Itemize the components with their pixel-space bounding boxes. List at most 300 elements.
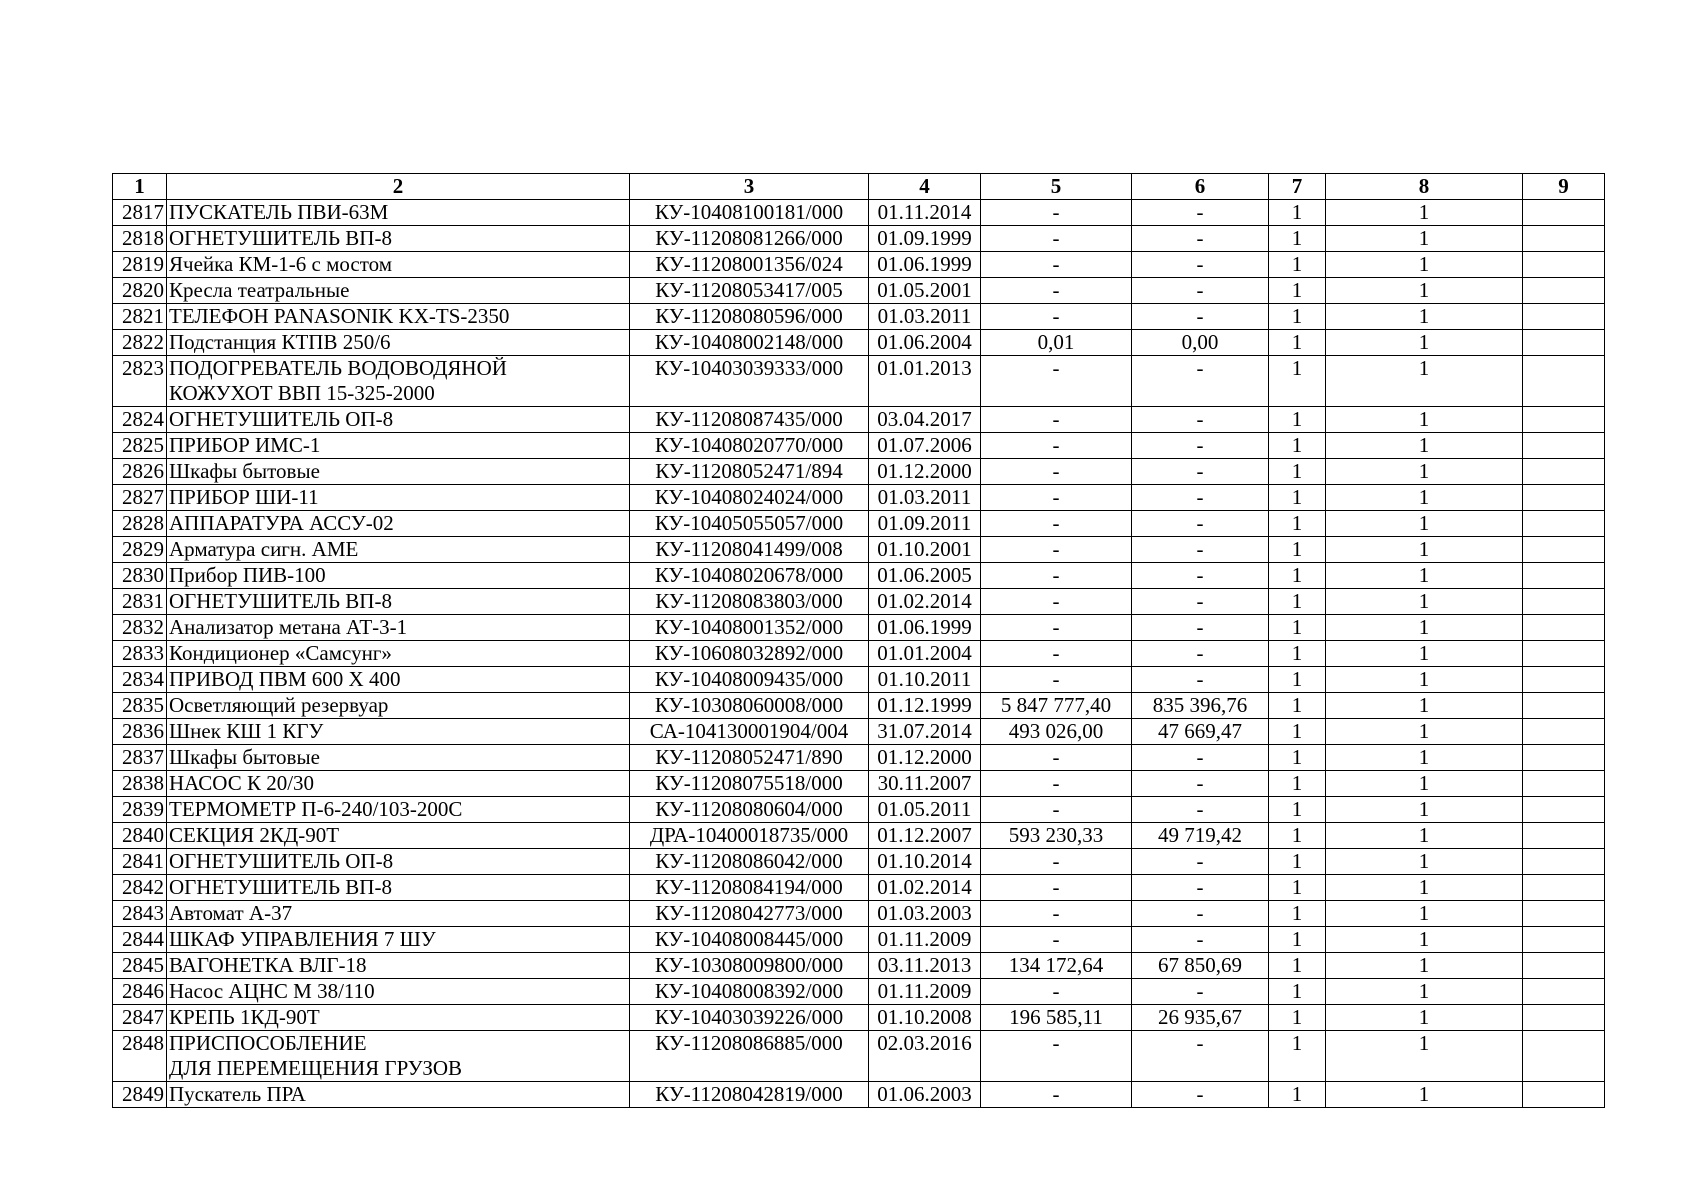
column-9-cell xyxy=(1523,797,1605,823)
column-7-cell: 1 xyxy=(1269,407,1326,433)
row-number-cell: 2821 xyxy=(113,304,167,330)
item-name-cell xyxy=(167,226,630,252)
column-6-cell: 47 669,47 xyxy=(1132,719,1269,745)
column-5-cell: - xyxy=(981,459,1132,485)
column-header: 2 xyxy=(167,174,630,200)
row-number-cell: 2848 xyxy=(113,1031,167,1082)
column-9-cell xyxy=(1523,407,1605,433)
item-name-cell xyxy=(167,719,630,745)
date-cell: 01.05.2001 xyxy=(869,278,981,304)
table-row xyxy=(113,901,1605,927)
column-7-cell: 1 xyxy=(1269,693,1326,719)
column-5-cell: - xyxy=(981,589,1132,615)
item-name-cell xyxy=(167,330,630,356)
table-row xyxy=(113,849,1605,875)
column-8-cell: 1 xyxy=(1326,719,1523,745)
row-number-cell: 2840 xyxy=(113,823,167,849)
date-cell: 01.12.1999 xyxy=(869,693,981,719)
column-9-cell xyxy=(1523,745,1605,771)
column-9-cell xyxy=(1523,901,1605,927)
item-name-line: АППАРАТУРА АССУ-02 xyxy=(169,511,394,535)
row-number-cell: 2846 xyxy=(113,979,167,1005)
column-8-cell: 1 xyxy=(1326,1031,1523,1082)
item-name-cell xyxy=(167,200,630,226)
date-cell: 01.10.2008 xyxy=(869,1005,981,1031)
column-8-cell: 1 xyxy=(1326,537,1523,563)
column-9-cell xyxy=(1523,278,1605,304)
date-cell: 01.06.2003 xyxy=(869,1082,981,1108)
inventory-code-cell: КУ-11208001356/024 xyxy=(630,252,869,278)
item-name-line: Пускатель ПРА xyxy=(169,1082,306,1106)
column-6-cell: - xyxy=(1132,226,1269,252)
column-5-cell: - xyxy=(981,1082,1132,1108)
item-name-cell xyxy=(167,459,630,485)
item-name-line: Шнек КШ 1 КГУ xyxy=(169,719,324,743)
column-5-cell: - xyxy=(981,304,1132,330)
date-cell: 01.02.2014 xyxy=(869,589,981,615)
column-7-cell: 1 xyxy=(1269,1082,1326,1108)
column-6-cell: - xyxy=(1132,433,1269,459)
column-7-cell: 1 xyxy=(1269,667,1326,693)
inventory-code-cell: КУ-10403039333/000 xyxy=(630,356,869,407)
date-cell: 01.05.2011 xyxy=(869,797,981,823)
item-name-cell xyxy=(167,304,630,330)
item-name-line: КРЕПЬ 1КД-90Т xyxy=(169,1005,320,1029)
column-8-cell: 1 xyxy=(1326,252,1523,278)
column-9-cell xyxy=(1523,849,1605,875)
item-name-cell xyxy=(167,979,630,1005)
item-name-line: ДЛЯ ПЕРЕМЕЩЕНИЯ ГРУЗОВ xyxy=(169,1056,463,1080)
row-number-cell: 2842 xyxy=(113,875,167,901)
row-number-cell: 2847 xyxy=(113,1005,167,1031)
column-7-cell: 1 xyxy=(1269,589,1326,615)
item-name-line: Арматура сигн. АМЕ xyxy=(169,537,359,561)
inventory-code-cell: КУ-11208084194/000 xyxy=(630,875,869,901)
column-header: 9 xyxy=(1523,174,1605,200)
date-cell: 01.02.2014 xyxy=(869,875,981,901)
table-row xyxy=(113,667,1605,693)
inventory-code-cell: КУ-10308060008/000 xyxy=(630,693,869,719)
inventory-code-cell: КУ-11208080604/000 xyxy=(630,797,869,823)
column-6-cell: - xyxy=(1132,901,1269,927)
item-name-cell xyxy=(167,901,630,927)
column-7-cell: 1 xyxy=(1269,511,1326,537)
column-8-cell: 1 xyxy=(1326,745,1523,771)
column-6-cell: 49 719,42 xyxy=(1132,823,1269,849)
date-cell: 01.12.2000 xyxy=(869,745,981,771)
column-9-cell xyxy=(1523,589,1605,615)
table-row xyxy=(113,719,1605,745)
item-name-cell xyxy=(167,849,630,875)
column-header: 3 xyxy=(630,174,869,200)
column-6-cell: - xyxy=(1132,407,1269,433)
column-8-cell: 1 xyxy=(1326,875,1523,901)
column-8-cell: 1 xyxy=(1326,433,1523,459)
date-cell: 01.12.2007 xyxy=(869,823,981,849)
column-7-cell: 1 xyxy=(1269,433,1326,459)
item-name-line: Подстанция КТПВ 250/6 xyxy=(169,330,391,354)
column-header: 5 xyxy=(981,174,1132,200)
header-row xyxy=(113,174,1605,200)
column-5-cell: - xyxy=(981,615,1132,641)
row-number-cell: 2825 xyxy=(113,433,167,459)
item-name-line: Кресла театральные xyxy=(169,278,350,302)
item-name-cell xyxy=(167,537,630,563)
date-cell: 31.07.2014 xyxy=(869,719,981,745)
table-row xyxy=(113,200,1605,226)
item-name-line: ШКАФ УПРАВЛЕНИЯ 7 ШУ xyxy=(169,927,436,951)
row-number-cell: 2826 xyxy=(113,459,167,485)
table-row xyxy=(113,1082,1605,1108)
column-8-cell: 1 xyxy=(1326,641,1523,667)
column-7-cell: 1 xyxy=(1269,641,1326,667)
column-6-cell: - xyxy=(1132,641,1269,667)
column-7-cell: 1 xyxy=(1269,485,1326,511)
column-5-cell: - xyxy=(981,485,1132,511)
item-name-line: Ячейка КМ-1-6 с мостом xyxy=(169,252,392,276)
inventory-code-cell: КУ-11208052471/890 xyxy=(630,745,869,771)
item-name-line: ОГНЕТУШИТЕЛЬ ОП-8 xyxy=(169,849,394,873)
item-name-line: Прибор ПИВ-100 xyxy=(169,563,326,587)
column-header: 4 xyxy=(869,174,981,200)
date-cell: 01.07.2006 xyxy=(869,433,981,459)
inventory-code-cell: КУ-11208052471/894 xyxy=(630,459,869,485)
column-9-cell xyxy=(1523,304,1605,330)
column-9-cell xyxy=(1523,511,1605,537)
column-9-cell xyxy=(1523,1005,1605,1031)
table-row xyxy=(113,511,1605,537)
column-6-cell: - xyxy=(1132,252,1269,278)
table-row xyxy=(113,252,1605,278)
column-6-cell: - xyxy=(1132,537,1269,563)
row-number-cell: 2830 xyxy=(113,563,167,589)
date-cell: 01.10.2001 xyxy=(869,537,981,563)
row-number-cell: 2837 xyxy=(113,745,167,771)
table-row xyxy=(113,875,1605,901)
inventory-code-cell: КУ-11208042819/000 xyxy=(630,1082,869,1108)
column-7-cell: 1 xyxy=(1269,226,1326,252)
item-name-line: ТЕРМОМЕТР П-6-240/103-200С xyxy=(169,797,463,821)
date-cell: 01.11.2009 xyxy=(869,979,981,1005)
row-number-cell: 2845 xyxy=(113,953,167,979)
item-name-cell xyxy=(167,589,630,615)
inventory-code-cell: КУ-10408009435/000 xyxy=(630,667,869,693)
item-name-cell xyxy=(167,953,630,979)
row-number-cell: 2844 xyxy=(113,927,167,953)
column-header: 8 xyxy=(1326,174,1523,200)
column-6-cell: 0,00 xyxy=(1132,330,1269,356)
column-5-cell: - xyxy=(981,901,1132,927)
column-9-cell xyxy=(1523,927,1605,953)
column-5-cell: - xyxy=(981,849,1132,875)
column-6-cell: - xyxy=(1132,797,1269,823)
item-name-line: Осветляющий резервуар xyxy=(169,693,389,717)
column-7-cell: 1 xyxy=(1269,615,1326,641)
inventory-code-cell: КУ-11208086042/000 xyxy=(630,849,869,875)
column-9-cell xyxy=(1523,641,1605,667)
row-number-cell: 2832 xyxy=(113,615,167,641)
column-6-cell: - xyxy=(1132,278,1269,304)
column-8-cell: 1 xyxy=(1326,485,1523,511)
column-9-cell xyxy=(1523,615,1605,641)
date-cell: 01.01.2013 xyxy=(869,356,981,407)
column-7-cell: 1 xyxy=(1269,979,1326,1005)
table-row xyxy=(113,278,1605,304)
column-9-cell xyxy=(1523,563,1605,589)
column-7-cell: 1 xyxy=(1269,771,1326,797)
column-8-cell: 1 xyxy=(1326,563,1523,589)
item-name-line: ПРИБОР ШИ-11 xyxy=(169,485,319,509)
inventory-code-cell: СА-104130001904/004 xyxy=(630,719,869,745)
date-cell: 01.11.2014 xyxy=(869,200,981,226)
item-name-cell xyxy=(167,252,630,278)
column-5-cell: - xyxy=(981,927,1132,953)
column-7-cell: 1 xyxy=(1269,200,1326,226)
table-row xyxy=(113,304,1605,330)
column-5-cell: 196 585,11 xyxy=(981,1005,1132,1031)
row-number-cell: 2819 xyxy=(113,252,167,278)
item-name-cell xyxy=(167,1031,630,1082)
column-6-cell: 67 850,69 xyxy=(1132,953,1269,979)
date-cell: 03.04.2017 xyxy=(869,407,981,433)
row-number-cell: 2824 xyxy=(113,407,167,433)
item-name-cell xyxy=(167,745,630,771)
column-8-cell: 1 xyxy=(1326,511,1523,537)
column-7-cell: 1 xyxy=(1269,459,1326,485)
column-9-cell xyxy=(1523,459,1605,485)
column-6-cell: - xyxy=(1132,771,1269,797)
column-8-cell: 1 xyxy=(1326,615,1523,641)
item-name-cell xyxy=(167,823,630,849)
date-cell: 01.03.2011 xyxy=(869,485,981,511)
item-name-cell xyxy=(167,771,630,797)
table-row xyxy=(113,1031,1605,1082)
column-5-cell: - xyxy=(981,252,1132,278)
table-row xyxy=(113,953,1605,979)
column-5-cell: - xyxy=(981,226,1132,252)
column-8-cell: 1 xyxy=(1326,771,1523,797)
item-name-cell xyxy=(167,1005,630,1031)
column-7-cell: 1 xyxy=(1269,953,1326,979)
column-8-cell: 1 xyxy=(1326,693,1523,719)
inventory-code-cell: КУ-10408008392/000 xyxy=(630,979,869,1005)
inventory-code-cell: КУ-11208081266/000 xyxy=(630,226,869,252)
column-9-cell xyxy=(1523,1082,1605,1108)
column-6-cell: - xyxy=(1132,875,1269,901)
table-row xyxy=(113,433,1605,459)
column-8-cell: 1 xyxy=(1326,901,1523,927)
row-number-cell: 2818 xyxy=(113,226,167,252)
table-row xyxy=(113,589,1605,615)
table-row xyxy=(113,771,1605,797)
column-9-cell xyxy=(1523,485,1605,511)
inventory-code-cell: КУ-10308009800/000 xyxy=(630,953,869,979)
column-7-cell: 1 xyxy=(1269,745,1326,771)
column-7-cell: 1 xyxy=(1269,278,1326,304)
column-8-cell: 1 xyxy=(1326,589,1523,615)
column-5-cell: - xyxy=(981,356,1132,407)
column-9-cell xyxy=(1523,667,1605,693)
column-9-cell xyxy=(1523,771,1605,797)
item-name-line: НАСОС К 20/30 xyxy=(169,771,315,795)
inventory-code-cell: КУ-10403039226/000 xyxy=(630,1005,869,1031)
column-6-cell: - xyxy=(1132,589,1269,615)
table-row xyxy=(113,356,1605,407)
inventory-code-cell: КУ-10408020678/000 xyxy=(630,563,869,589)
column-8-cell: 1 xyxy=(1326,304,1523,330)
item-name-cell xyxy=(167,511,630,537)
item-name-cell xyxy=(167,615,630,641)
table-row xyxy=(113,979,1605,1005)
date-cell: 01.01.2004 xyxy=(869,641,981,667)
column-7-cell: 1 xyxy=(1269,823,1326,849)
inventory-code-cell: ДРА-10400018735/000 xyxy=(630,823,869,849)
date-cell: 01.06.2004 xyxy=(869,330,981,356)
row-number-cell: 2835 xyxy=(113,693,167,719)
column-7-cell: 1 xyxy=(1269,797,1326,823)
row-number-cell: 2841 xyxy=(113,849,167,875)
item-name-cell xyxy=(167,667,630,693)
row-number-cell: 2831 xyxy=(113,589,167,615)
item-name-cell xyxy=(167,641,630,667)
item-name-line: Насос АЦНС М 38/110 xyxy=(169,979,375,1003)
column-9-cell xyxy=(1523,330,1605,356)
column-9-cell xyxy=(1523,433,1605,459)
column-6-cell: - xyxy=(1132,745,1269,771)
column-5-cell: - xyxy=(981,563,1132,589)
column-8-cell: 1 xyxy=(1326,953,1523,979)
inventory-code-cell: КУ-10608032892/000 xyxy=(630,641,869,667)
row-number-cell: 2838 xyxy=(113,771,167,797)
row-number-cell: 2820 xyxy=(113,278,167,304)
column-8-cell: 1 xyxy=(1326,667,1523,693)
column-6-cell: - xyxy=(1132,927,1269,953)
item-name-cell xyxy=(167,875,630,901)
table-row xyxy=(113,330,1605,356)
column-6-cell: 26 935,67 xyxy=(1132,1005,1269,1031)
column-9-cell xyxy=(1523,356,1605,407)
row-number-cell: 2834 xyxy=(113,667,167,693)
column-5-cell: - xyxy=(981,433,1132,459)
column-6-cell: - xyxy=(1132,849,1269,875)
item-name-line: ОГНЕТУШИТЕЛЬ ВП-8 xyxy=(169,875,392,899)
inventory-code-cell: КУ-10408008445/000 xyxy=(630,927,869,953)
column-8-cell: 1 xyxy=(1326,797,1523,823)
item-name-line: Шкафы бытовые xyxy=(169,745,320,769)
column-8-cell: 1 xyxy=(1326,459,1523,485)
column-5-cell: - xyxy=(981,797,1132,823)
row-number-cell: 2827 xyxy=(113,485,167,511)
inventory-code-cell: КУ-11208041499/008 xyxy=(630,537,869,563)
date-cell: 01.03.2011 xyxy=(869,304,981,330)
row-number-cell: 2823 xyxy=(113,356,167,407)
item-name-cell xyxy=(167,927,630,953)
item-name-cell xyxy=(167,278,630,304)
inventory-code-cell: КУ-11208053417/005 xyxy=(630,278,869,304)
date-cell: 01.06.1999 xyxy=(869,615,981,641)
item-name-line: ПОДОГРЕВАТЕЛЬ ВОДОВОДЯНОЙ xyxy=(169,356,507,380)
date-cell: 01.03.2003 xyxy=(869,901,981,927)
column-8-cell: 1 xyxy=(1326,849,1523,875)
column-8-cell: 1 xyxy=(1326,330,1523,356)
item-name-cell xyxy=(167,563,630,589)
column-5-cell: - xyxy=(981,875,1132,901)
item-name-line: СЕКЦИЯ 2КД-90Т xyxy=(169,823,340,847)
date-cell: 01.12.2000 xyxy=(869,459,981,485)
item-name-line: Шкафы бытовые xyxy=(169,459,320,483)
item-name-line: Автомат А-37 xyxy=(169,901,293,925)
column-7-cell: 1 xyxy=(1269,927,1326,953)
table-row xyxy=(113,823,1605,849)
table-row xyxy=(113,693,1605,719)
date-cell: 01.06.1999 xyxy=(869,252,981,278)
column-5-cell: 134 172,64 xyxy=(981,953,1132,979)
item-name-line: ОГНЕТУШИТЕЛЬ ВП-8 xyxy=(169,589,392,613)
column-7-cell: 1 xyxy=(1269,304,1326,330)
column-6-cell: - xyxy=(1132,1031,1269,1082)
column-6-cell: - xyxy=(1132,511,1269,537)
column-6-cell: - xyxy=(1132,356,1269,407)
column-9-cell xyxy=(1523,719,1605,745)
column-8-cell: 1 xyxy=(1326,823,1523,849)
column-5-cell: - xyxy=(981,511,1132,537)
column-7-cell: 1 xyxy=(1269,849,1326,875)
item-name-line: Кондиционер «Самсунг» xyxy=(169,641,392,665)
column-6-cell: - xyxy=(1132,200,1269,226)
table-row xyxy=(113,563,1605,589)
table-row xyxy=(113,537,1605,563)
item-name-cell xyxy=(167,356,630,407)
column-8-cell: 1 xyxy=(1326,200,1523,226)
column-7-cell: 1 xyxy=(1269,901,1326,927)
item-name-cell xyxy=(167,693,630,719)
column-6-cell: - xyxy=(1132,1082,1269,1108)
item-name-line: ОГНЕТУШИТЕЛЬ ОП-8 xyxy=(169,407,394,431)
row-number-cell: 2836 xyxy=(113,719,167,745)
inventory-table xyxy=(112,173,1605,1108)
item-name-cell xyxy=(167,433,630,459)
column-9-cell xyxy=(1523,537,1605,563)
column-7-cell: 1 xyxy=(1269,719,1326,745)
column-9-cell xyxy=(1523,823,1605,849)
table-row xyxy=(113,226,1605,252)
column-9-cell xyxy=(1523,693,1605,719)
column-7-cell: 1 xyxy=(1269,537,1326,563)
date-cell: 01.09.1999 xyxy=(869,226,981,252)
column-5-cell: - xyxy=(981,407,1132,433)
inventory-code-cell: КУ-10408100181/000 xyxy=(630,200,869,226)
column-5-cell: 593 230,33 xyxy=(981,823,1132,849)
column-8-cell: 1 xyxy=(1326,979,1523,1005)
column-5-cell: - xyxy=(981,278,1132,304)
column-5-cell: - xyxy=(981,641,1132,667)
column-9-cell xyxy=(1523,252,1605,278)
column-7-cell: 1 xyxy=(1269,1005,1326,1031)
inventory-code-cell: КУ-11208083803/000 xyxy=(630,589,869,615)
column-7-cell: 1 xyxy=(1269,563,1326,589)
item-name-line: ПРИВОД ПВМ 600 Х 400 xyxy=(169,667,401,691)
item-name-line: ТЕЛЕФОН PANASONIK KX-TS-2350 xyxy=(169,304,510,328)
column-6-cell: - xyxy=(1132,979,1269,1005)
column-9-cell xyxy=(1523,1031,1605,1082)
table-row xyxy=(113,797,1605,823)
date-cell: 02.03.2016 xyxy=(869,1031,981,1082)
column-6-cell: - xyxy=(1132,615,1269,641)
item-name-line: КОЖУХОТ ВВП 15-325-2000 xyxy=(169,381,435,405)
column-6-cell: - xyxy=(1132,563,1269,589)
column-9-cell xyxy=(1523,226,1605,252)
inventory-code-cell: КУ-10405055057/000 xyxy=(630,511,869,537)
